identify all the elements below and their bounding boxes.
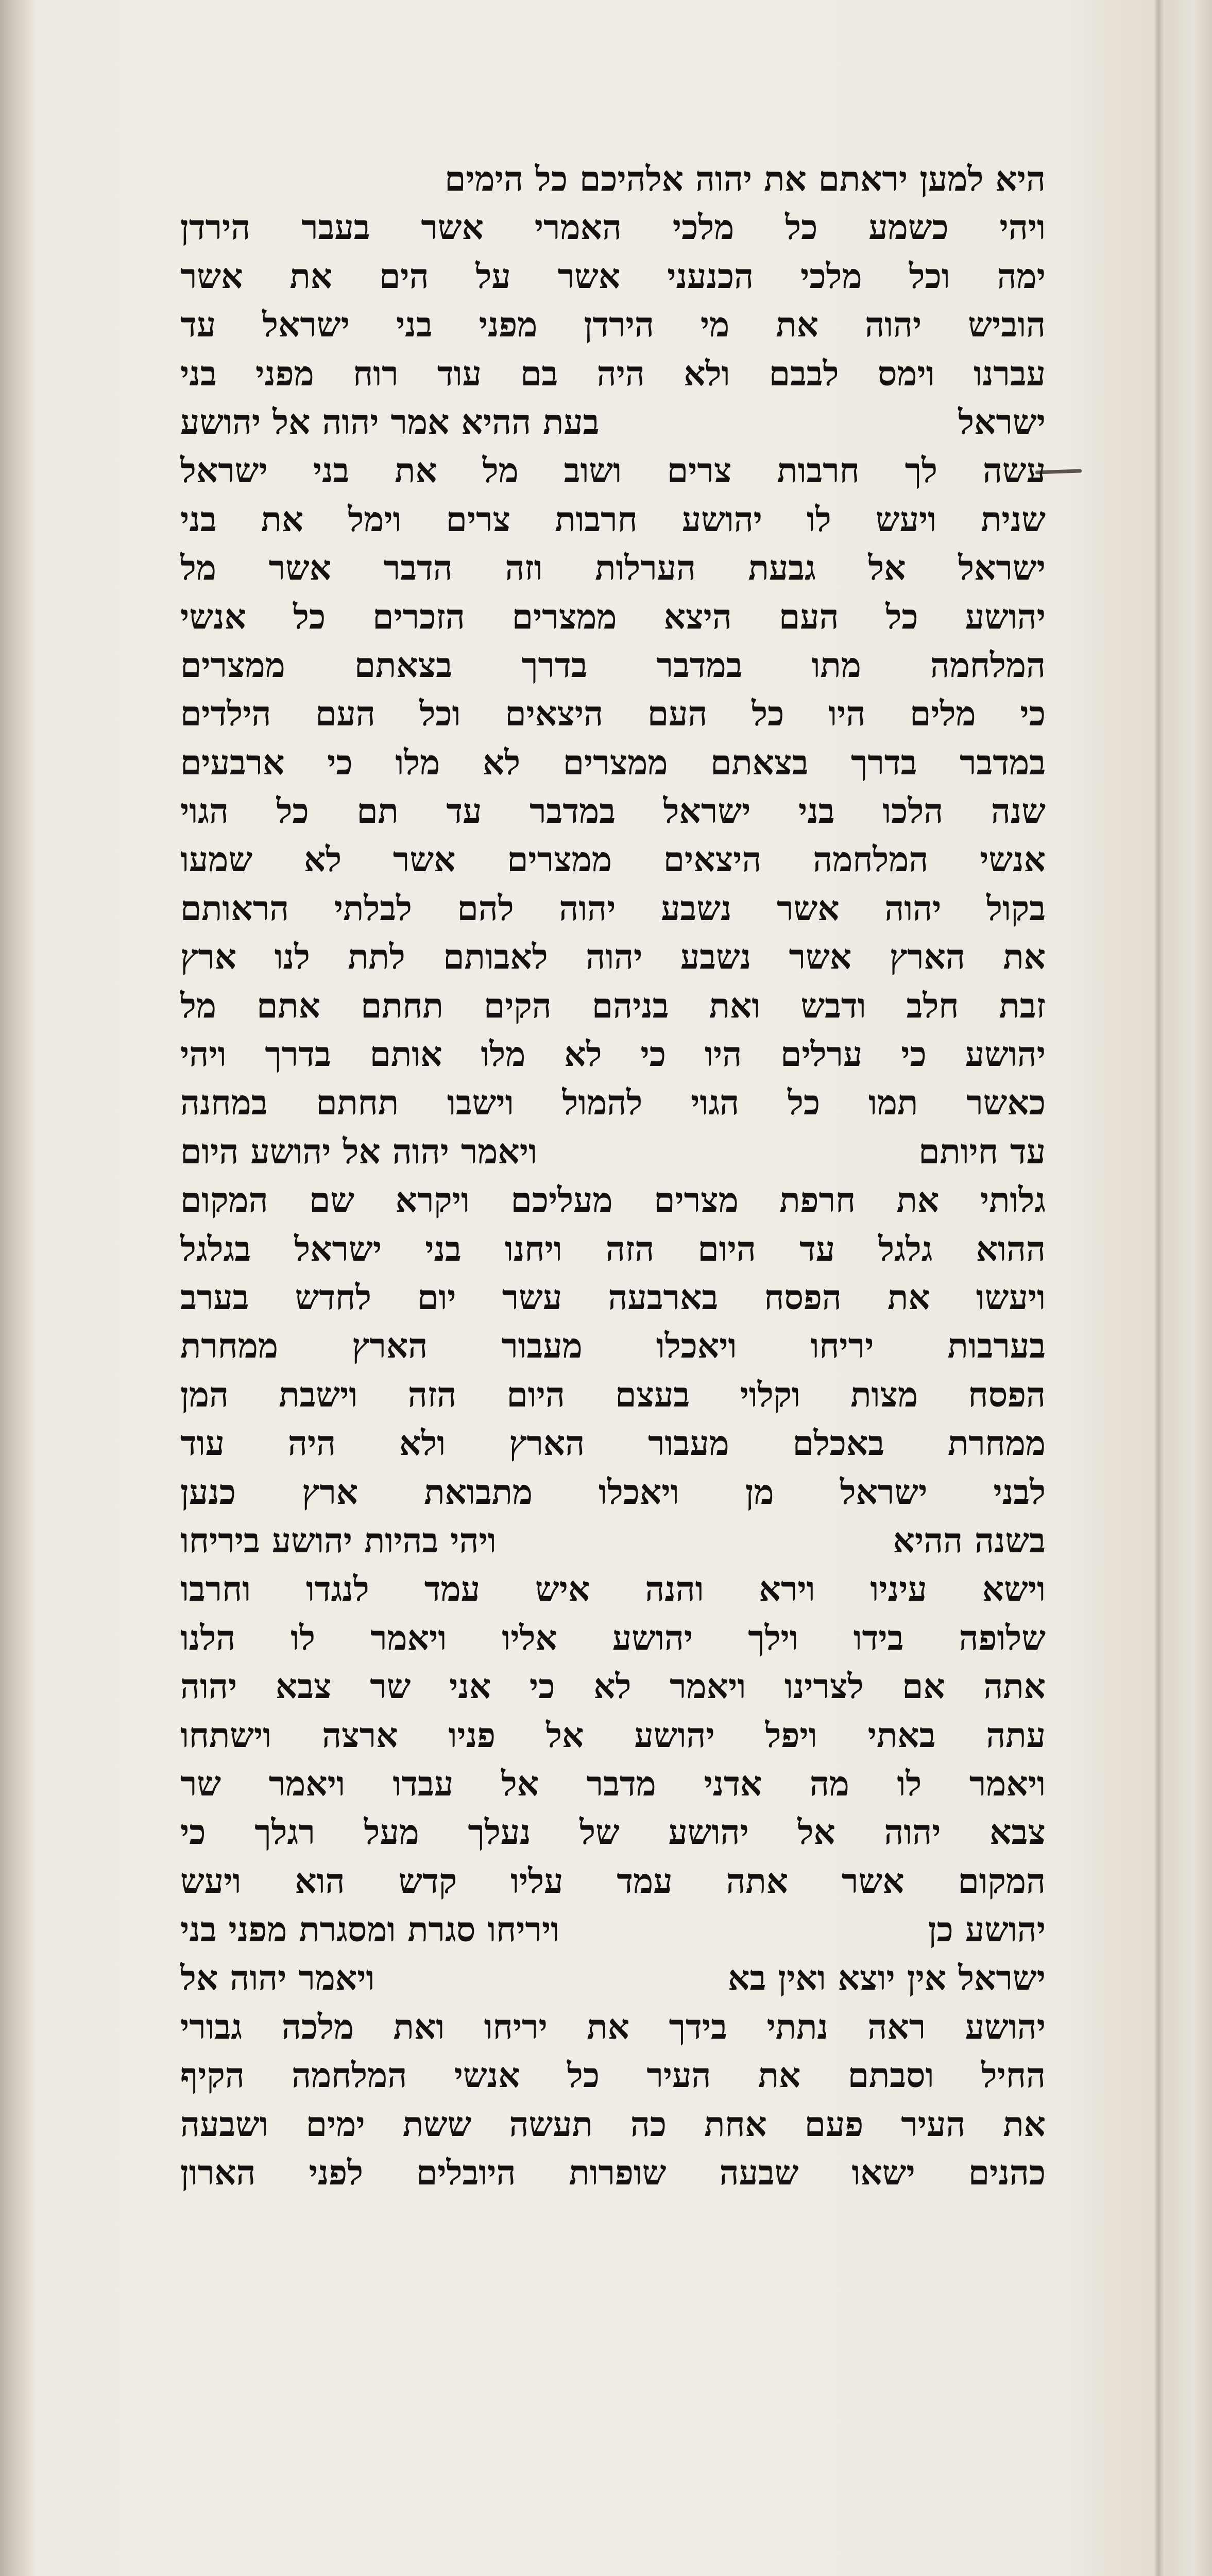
text-line: המלחמה מתו במדבר בדרך בצאתם ממצרים — [180, 645, 1046, 685]
text-line-segment: ויאמר יהוה אל — [180, 1958, 375, 1998]
scroll-fold-line — [1154, 0, 1164, 2576]
text-line: ההוא גלגל עד היום הזה ויחנו בני ישראל בגלגל — [180, 1228, 1046, 1269]
text-line-segment: בשנה ההיא — [893, 1520, 1046, 1561]
text-line: עברנו וימס לבבם ולא היה בם עוד רוח מפני בני — [180, 353, 1046, 394]
text-line: גלותי את חרפת מצרים מעליכם ויקרא שם המקום — [180, 1180, 1046, 1221]
text-line: היא למען יראתם את יהוה אלהיכם כל הימים — [445, 159, 1046, 199]
text-line — [180, 1954, 1046, 2002]
text-line: וישא עיניו וירא והנה איש עמד לנגדו וחרבו — [180, 1569, 1046, 1609]
text-line: אתה אם לצרינו ויאמר לא כי אני שר צבא יהוה — [180, 1666, 1046, 1707]
text-line: ויעשו את הפסח בארבעה עשר יום לחדש בערב — [180, 1277, 1046, 1317]
text-line: החיל וסבתם את העיר כל אנשי המלחמה הקיף — [180, 2055, 1046, 2096]
text-line-segment: ישראל — [958, 401, 1046, 442]
text-line: זבת חלב ודבש ואת בניהם הקים תחתם אתם מל — [180, 985, 1046, 1026]
text-line: לבני ישראל מן ויאכלו מתבואת ארץ כנען — [180, 1471, 1046, 1512]
scroll-left-edge — [0, 0, 36, 2576]
text-line: צבא יהוה אל יהושע של נעלך מעל רגלך כי — [180, 1812, 1046, 1853]
text-line-segment: ויריחו סגרת ומסגרת מפני בני — [180, 1909, 560, 1950]
text-line: הוביש יהוה את מי הירדן מפני בני ישראל עד — [180, 304, 1046, 345]
text-line-segment: עד חיותם — [918, 1131, 1046, 1172]
text-line: שנית ויעש לו יהושע חרבות צרים וימל את בני — [180, 499, 1046, 539]
text-line — [180, 1516, 1046, 1565]
text-line: עתה באתי ויפל יהושע אל פניו ארצה וישתחו — [180, 1715, 1046, 1755]
text-line: ישראל אל גבעת הערלות וזה הדבר אשר מל — [180, 548, 1046, 588]
text-line: יהושע כי ערלים היו כי לא מלו אותם בדרך ויהי — [180, 1034, 1046, 1075]
text-line: המקום אשר אתה עמד עליו קדש הוא ויעש — [180, 1860, 1046, 1901]
text-line: יהושע כל העם היצא ממצרים הזכרים כל אנשי — [180, 596, 1046, 637]
text-column — [180, 155, 1046, 2197]
text-line: אנשי המלחמה היצאים ממצרים אשר לא שמעו — [180, 839, 1046, 880]
text-line: כי מלים היו כל העם היצאים וכל העם הילדים — [180, 693, 1046, 734]
text-line: ויהי כשמע כל מלכי האמרי אשר בעבר הירדן — [180, 207, 1046, 248]
text-line: ממחרת באכלם מעבור הארץ ולא היה עוד — [180, 1423, 1046, 1464]
text-line: עשה לך חרבות צרים ושוב מל את בני ישראל — [180, 450, 1046, 491]
text-line: את העיר פעם אחת כה תעשה ששת ימים ושבעה — [180, 2104, 1046, 2144]
text-line: את הארץ אשר נשבע יהוה לאבותם לתת לנו ארץ — [180, 937, 1046, 977]
text-line: ויאמר לו מה אדני מדבר אל עבדו ויאמר שר — [180, 1763, 1046, 1804]
text-line: הפסח מצות וקלוי בעצם היום הזה וישבת המן — [180, 1374, 1046, 1415]
text-line: שלופה בידו וילך יהושע אליו ויאמר לו הלנו — [180, 1617, 1046, 1658]
text-line — [180, 398, 1046, 446]
text-line: יהושע ראה נתתי בידך את יריחו ואת מלכה גבורי — [180, 2006, 1046, 2047]
text-line-segment: ויהי בהיות יהושע ביריחו — [180, 1520, 497, 1561]
text-line: שנה הלכו בני ישראל במדבר עד תם כל הגוי — [180, 791, 1046, 832]
text-line: ימה וכל מלכי הכנעני אשר על הים את אשר — [180, 256, 1046, 296]
text-line-segment: בעת ההיא אמר יהוה אל יהושע — [180, 401, 600, 442]
scroll-next-panel — [1165, 0, 1212, 2576]
text-line-segment: ויאמר יהוה אל יהושע היום — [180, 1131, 537, 1172]
text-line — [180, 1905, 1046, 1954]
text-line: במדבר בדרך בצאתם ממצרים לא מלו כי ארבעים — [180, 742, 1046, 783]
text-line — [180, 1127, 1046, 1176]
text-line: בקול יהוה אשר נשבע יהוה להם לבלתי הראותם — [180, 888, 1046, 928]
text-line: כהנים ישאו שבעה שופרות היובלים לפני הארון — [180, 2153, 1046, 2193]
text-line-segment: יהושע כן — [928, 1909, 1046, 1950]
text-line-segment: ישראל אין יוצא ואין בא — [728, 1958, 1046, 1998]
text-line: בערבות יריחו ויאכלו מעבור הארץ ממחרת — [180, 1326, 1046, 1366]
text-line: כאשר תמו כל הגוי להמול וישבו תחתם במחנה — [180, 1082, 1046, 1123]
